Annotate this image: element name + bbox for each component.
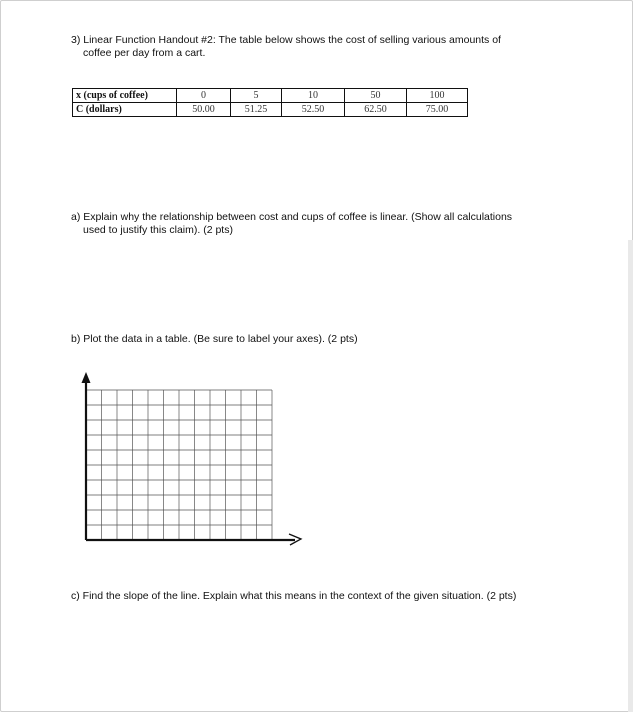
part-a-prompt [71, 211, 591, 237]
y-axis-arrow-icon [82, 372, 91, 383]
part-c-prompt [71, 590, 591, 603]
row-header-cost: C (dollars) [73, 103, 177, 117]
question-line-1: 3) Linear Function Handout #2: The table below shows the cost of selling various amounts of [71, 34, 501, 46]
part-c-line-1: c) Find the slope of the line. Explain what this means in the context of the given situation. (2 pts) [71, 590, 517, 602]
table-cell: 51.25 [231, 103, 282, 117]
table-cell: 0 [177, 89, 231, 103]
table-cell: 100 [407, 89, 468, 103]
question-line-2: coffee per day from a cart. [83, 47, 206, 59]
grid-lines [86, 390, 272, 540]
table-cell: 10 [282, 89, 345, 103]
table-cell: 50.00 [177, 103, 231, 117]
part-a-line-2: used to justify this claim). (2 pts) [83, 224, 233, 236]
table-row-cost [73, 103, 468, 117]
row-header-cups: x (cups of coffee) [73, 89, 177, 103]
question-heading [71, 34, 571, 60]
blank-graph-grid[interactable] [75, 365, 315, 550]
table-row-cups [73, 89, 468, 103]
table-cell: 50 [345, 89, 407, 103]
scroll-strip [628, 240, 633, 712]
table-cell: 62.50 [345, 103, 407, 117]
coffee-cost-table [72, 88, 468, 117]
table-cell: 52.50 [282, 103, 345, 117]
table-cell: 75.00 [407, 103, 468, 117]
part-b-prompt [71, 333, 571, 346]
table-cell: 5 [231, 89, 282, 103]
part-a-line-1: a) Explain why the relationship between cost and cups of coffee is linear. (Show all calculations [71, 211, 513, 223]
part-b-line-1: b) Plot the data in a table. (Be sure to label your axes). (2 pts) [71, 333, 358, 345]
